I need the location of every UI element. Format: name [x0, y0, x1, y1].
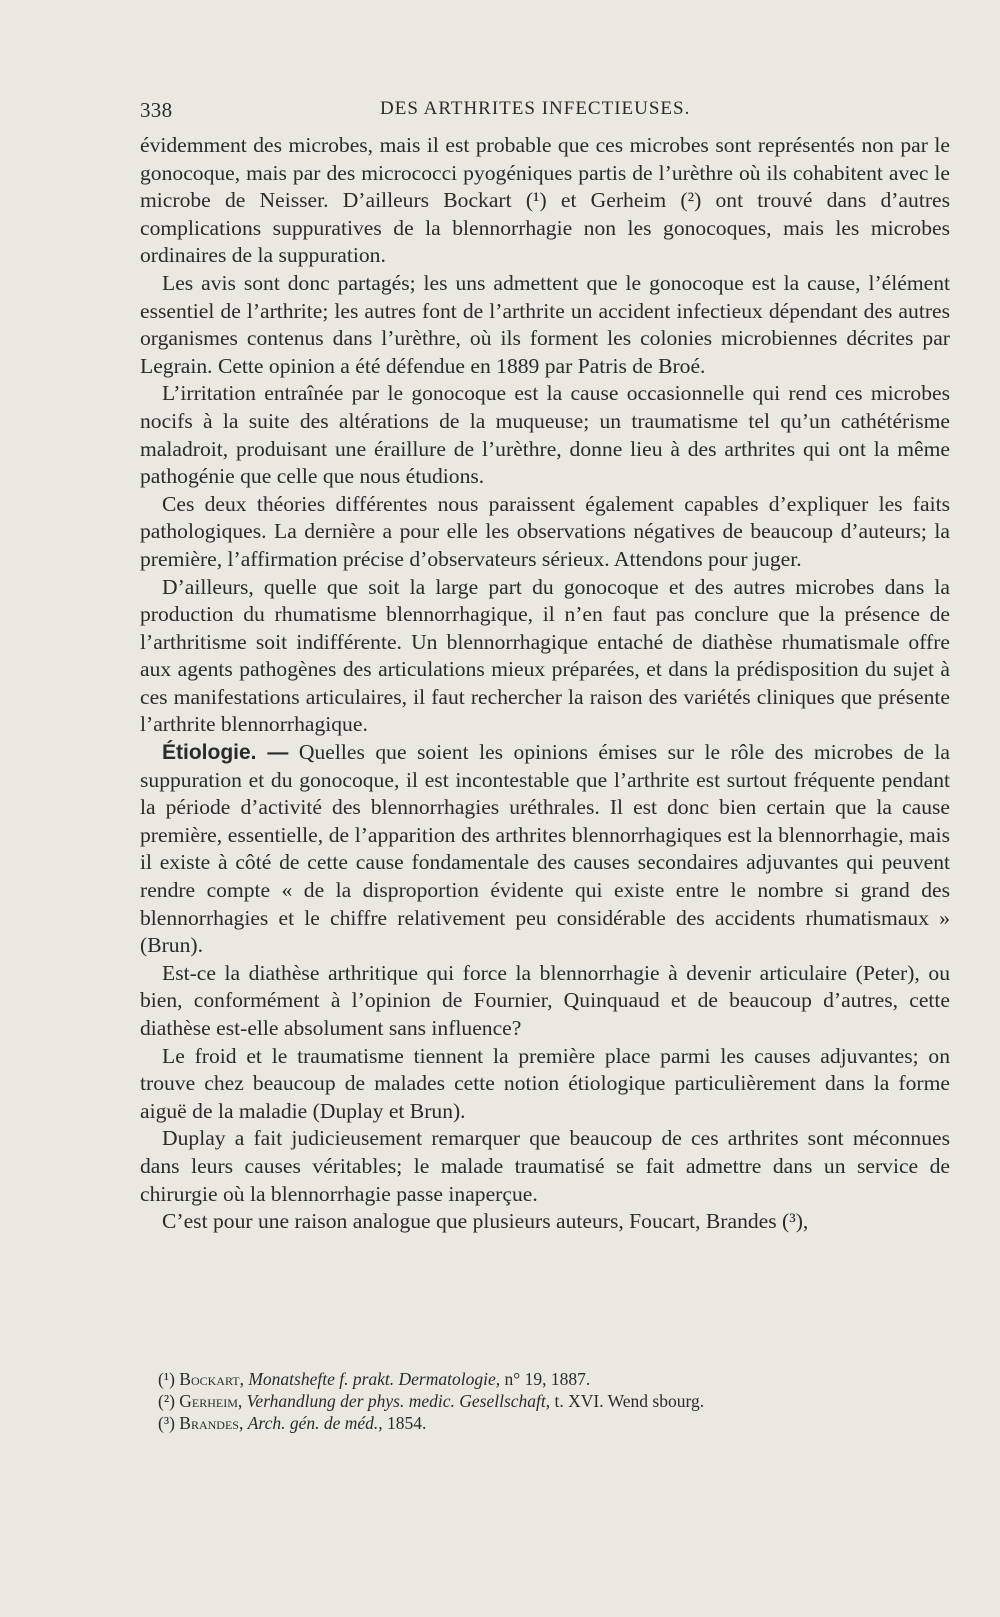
paragraph: Est-ce la diathèse arthritique qui force la blennorrhagie à devenir articulaire (Peter), ou bien, conformément à l’opinion de Fournier, Quinquaud et de beaucoup d’autres, cette diathèse est-elle absolument sans influence?	[140, 960, 950, 1040]
running-title: DES ARTHRITES INFECTIEUSES.	[380, 98, 691, 119]
etiology-paragraph	[140, 739, 950, 960]
body-text	[140, 132, 950, 1236]
etiology-text: Quelles que soient les opinions émises sur le rôle des microbes de la suppuration et du gonocoque, il est incontestable que l’arthrite est surtout fréquente pendant la période d’activité des blennorrhagies uréthrales. Il est donc bien certain que la cause première, essentielle, de l’apparition des arthrites blennorrhagiques est la blennorrhagie, mais il existe à côté de cette cause fondamentale des causes secondaires adjuvantes qui peuvent rendre compte « de la disproportion évidente qui existe entre le nombre si grand des blennorrhagies et le chiffre relativement peu considérable des accidents rhumatismaux » (Brun).	[140, 740, 950, 958]
paragraph: évidemment des microbes, mais il est probable que ces microbes sont représentés non par le gonocoque, mais par des micrococci pyogéniques partis de l’urèthre où ils cohabitent avec le microbe de Neisser. D’ailleurs Bockart (¹) et Gerheim (²) ont trouvé dans d’autres complications suppuratives de la blennorrhagie non les gonocoques, mais les microbes ordinaires de la suppuration.	[140, 133, 950, 268]
footnotes	[158, 1368, 918, 1434]
paragraph: Duplay a fait judicieusement remarquer que beaucoup de ces arthrites sont méconnues dans leurs causes véritables; le malade traumatisé se fait admettre dans un service de chirurgie où la blennorrhagie passe inaperçue.	[140, 1126, 950, 1206]
paragraph: C’est pour une raison analogue que plusieurs auteurs, Foucart, Brandes (³),	[162, 1209, 809, 1234]
paragraph: Ces deux théories différentes nous paraissent également capables d’expliquer les faits pathologiques. La dernière a pour elle les observations négatives de beaucoup d’auteurs; la première, l’affirmation précise d’observateurs sérieux. Attendons pour juger.	[140, 491, 950, 571]
footnote	[158, 1412, 918, 1434]
footnote-rest: t. XVI. Wend sbourg.	[550, 1391, 705, 1411]
paragraph: Le froid et le traumatisme tiennent la première place parmi les causes adjuvantes; on trouve chez beaucoup de malades cette notion étiologique particulièrement dans la forme aiguë de la maladie (Duplay et Brun).	[140, 1043, 950, 1123]
footnote-rest: n° 19, 1887.	[500, 1369, 591, 1389]
footnote	[158, 1390, 918, 1412]
footnote-author: Bockart,	[179, 1369, 244, 1389]
footnote	[158, 1368, 918, 1390]
page-number: 338	[140, 98, 173, 122]
section-heading-etiology: Étiologie. —	[162, 741, 289, 765]
footnote-mark: (¹)	[158, 1369, 175, 1389]
footnote-work: Monatshefte f. prakt. Dermatologie,	[248, 1369, 501, 1389]
footnote-mark: (³)	[158, 1413, 175, 1433]
paragraph: D’ailleurs, quelle que soit la large part du gonocoque et des autres microbes dans la production du rhumatisme blennorrhagique, il n’en faut pas conclure que la présence de l’arthritisme soit indifférente. Un blennorrhagique entaché de diathèse rhumatismale offre aux agents pathogènes des articulations mieux préparées, et dans la prédisposition du sujet à ces manifestations articulaires, il faut rechercher la raison des variétés cliniques que présente l’arthrite blennorrhagique.	[140, 574, 950, 737]
footnote-author: Gerheim,	[179, 1391, 243, 1411]
paragraph: Les avis sont donc partagés; les uns admettent que le gonocoque est la cause, l’élément essentiel de l’arthrite; les autres font de l’arthrite un accident infectieux dépendant des autres organismes contenus dans l’urèthre, où ils forment les colonies microbiennes décrites par Legrain. Cette opinion a été défendue en 1889 par Patris de Broé.	[140, 270, 950, 378]
footnote-author: Brandes,	[179, 1413, 244, 1433]
footnote-work: Arch. gén. de méd.,	[247, 1413, 383, 1433]
footnote-mark: (²)	[158, 1391, 175, 1411]
footnote-rest: 1854.	[382, 1413, 427, 1433]
paragraph: L’irritation entraînée par le gonocoque est la cause occasionnelle qui rend ces microbes nocifs à la suite des altérations de la muqueuse; un traumatisme tel qu’un cathétérisme maladroit, produisant une éraillure de l’urèthre, donne lieu à des arthrites qui ont la même pathogénie que celle que nous étudions.	[140, 381, 950, 489]
footnote-work: Verhandlung der phys. medic. Gesellschaft,	[246, 1391, 551, 1411]
